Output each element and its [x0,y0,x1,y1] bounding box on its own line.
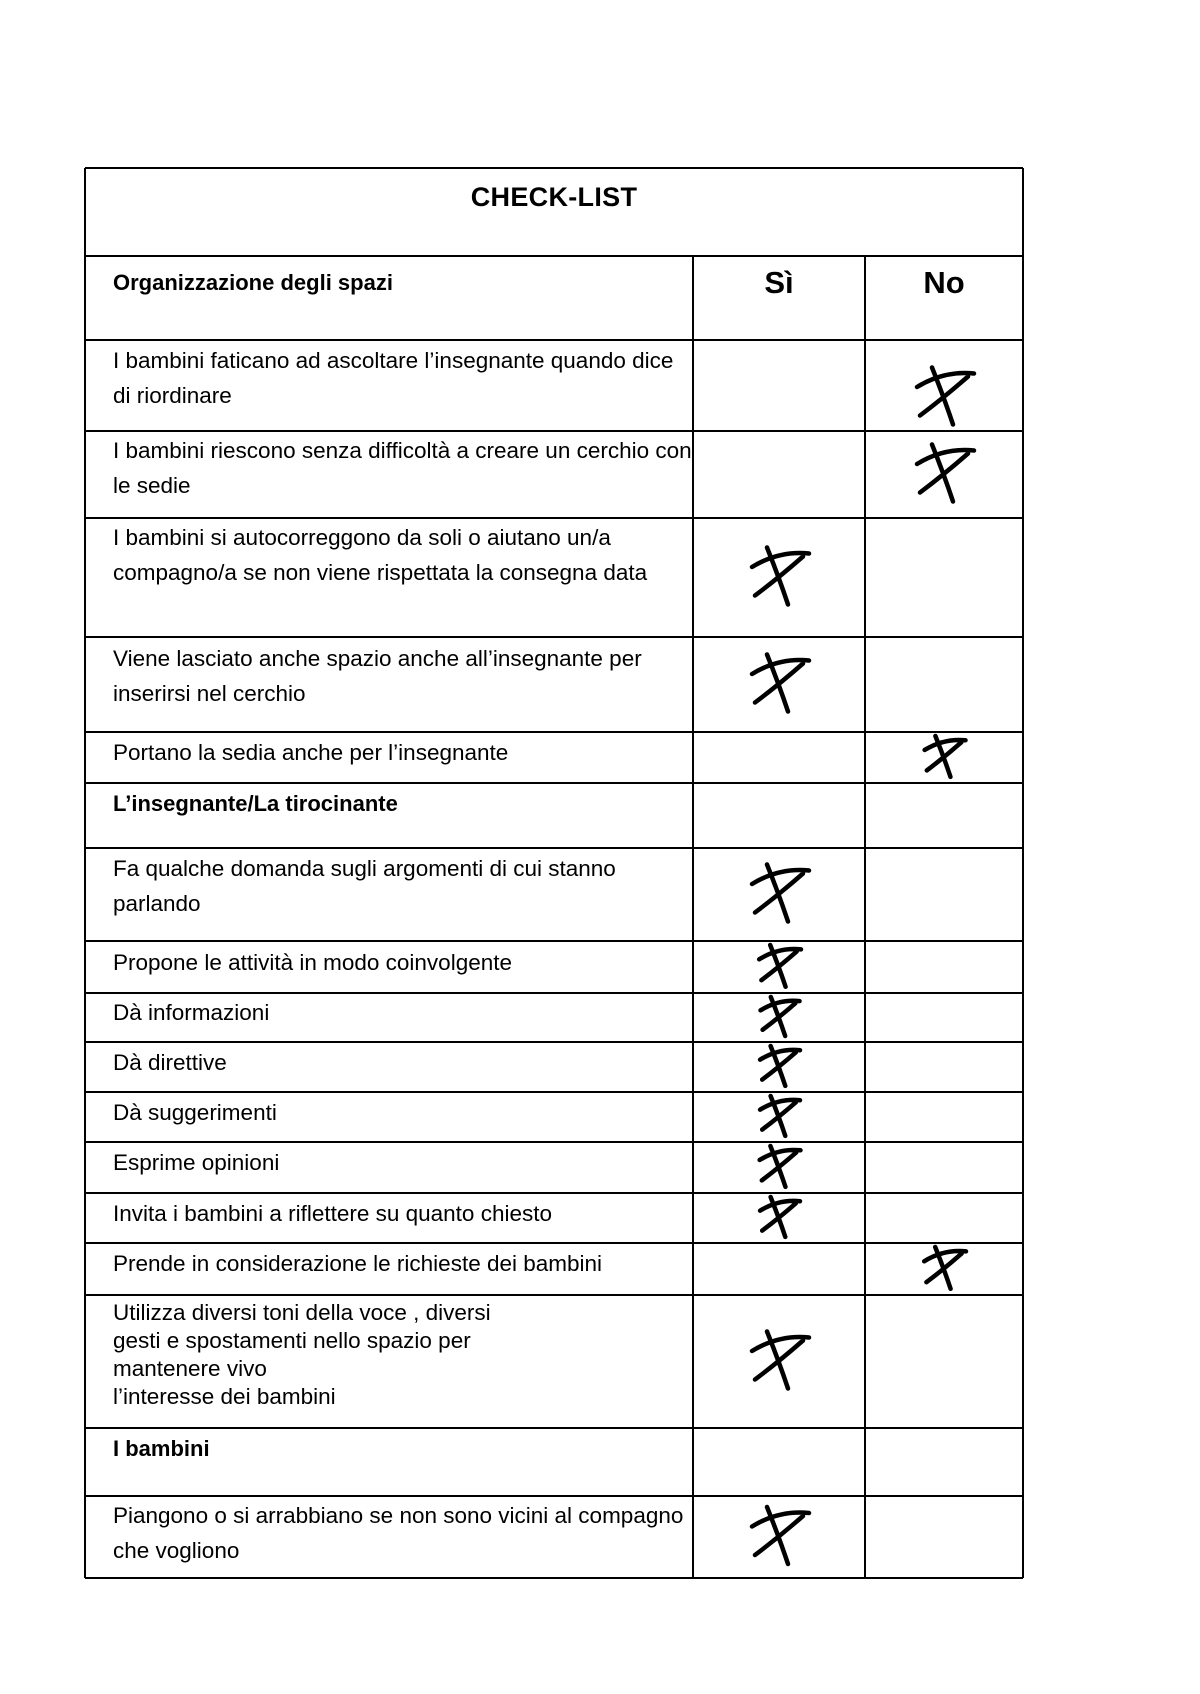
checklist-sheet [85,168,1023,1578]
checklist-item: Esprime opinioni [113,1150,280,1175]
checklist-item: Prende in considerazione le richieste dei bambini [113,1251,603,1276]
section-heading: L’insegnante/La tirocinante [113,791,398,816]
column-header-no: No [923,265,965,300]
check-mark-yes [752,1507,809,1564]
checklist-item: I bambini riescono senza difficoltà a creare un cerchio con le sedie [113,438,692,498]
checklist-item: Dà direttive [113,1050,227,1075]
checklist-item: I bambini si autocorreggono da soli o aiutano un/a compagno/a se non viene rispettata la consegna data [113,525,648,585]
check-mark-no [917,368,974,425]
check-mark-yes [761,997,800,1036]
check-mark-no [917,445,974,502]
check-mark-yes [752,655,809,712]
column-header-item: Organizzazione degli spazi [113,270,393,295]
check-mark-yes [752,1332,809,1389]
check-mark-yes [760,1146,801,1187]
checklist-item: Viene lasciato anche spazio anche all’insegnante per inserirsi nel cerchio [113,646,642,706]
checklist-item: Dà suggerimenti [113,1100,277,1125]
check-mark-yes [759,945,801,987]
checklist-item: Utilizza diversi toni della voce , diversi gesti e spostamenti nello spazio per mantenere vivo l’interesse dei bambini [113,1300,491,1409]
check-mark-yes [760,1046,800,1086]
checklist-item: Invita i bambini a riflettere su quanto chiesto [113,1201,552,1226]
check-mark-yes [752,548,809,605]
column-header-yes: Sì [764,265,794,300]
checklist-item: Portano la sedia anche per l’insegnante [113,740,509,765]
checklist-item: Propone le attività in modo coinvolgente [113,950,513,975]
check-mark-no [925,736,966,777]
check-mark-yes [760,1096,800,1136]
checklist-item: I bambini faticano ad ascoltare l’insegnante quando dice di riordinare [113,348,674,408]
checklist-item: Dà informazioni [113,1000,270,1025]
check-mark-yes [752,865,809,922]
checklist-item: Piangono o si arrabbiano se non sono vicini al compagno che vogliono [113,1503,684,1563]
section-heading: I bambini [113,1436,210,1461]
check-mark-yes [760,1197,800,1237]
checklist-item: Fa qualche domanda sugli argomenti di cui stanno parlando [113,856,616,916]
check-mark-no [924,1247,966,1289]
checklist-title: CHECK-LIST [470,182,638,212]
